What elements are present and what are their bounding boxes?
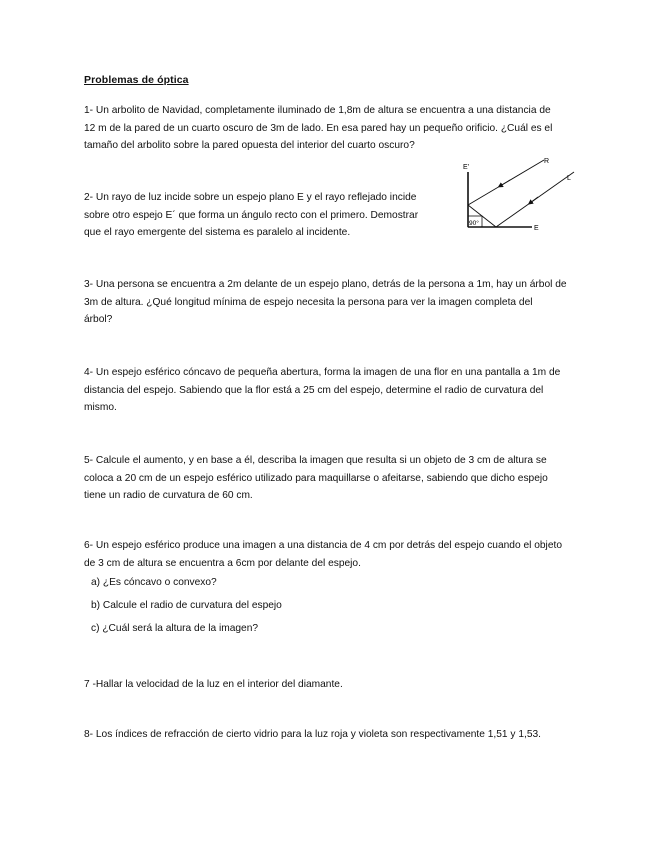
problem-4 xyxy=(84,364,594,417)
problem-1 xyxy=(84,102,594,155)
problem-1-line-3: tamaño del arbolito sobre la pared opuesta del interior del cuarto oscuro? xyxy=(84,140,415,151)
problem-5 xyxy=(84,452,594,505)
problem-2 xyxy=(84,189,454,242)
problem-4-line-3: mismo. xyxy=(84,402,117,413)
label-e-prime: E' xyxy=(463,164,470,171)
problem-5-line-3: tiene un radio de curvatura de 60 cm. xyxy=(84,490,253,501)
problem-3-line-3: árbol? xyxy=(84,314,113,325)
problem-7 xyxy=(84,676,594,694)
mirror-diagram xyxy=(462,150,592,240)
angle-label: 90° xyxy=(469,220,479,227)
problem-1-line-2: 12 m de la pared de un cuarto oscuro de 3m de lado. En esa pared hay un pequeño orificio. ¿Cuál es el xyxy=(84,122,553,134)
problem-6-subitem-a: a) ¿Es cóncavo o convexo? xyxy=(91,577,217,588)
problem-5-line-2: coloca a 20 cm de un espejo esférico utilizado para maquillarse o afeitarse, sabiendo que dicho espejo xyxy=(84,472,548,484)
problem-4-line-2: distancia del espejo. Sabiendo que la flor está a 25 cm del espejo, determine el radio de curvatura del xyxy=(84,384,544,396)
problem-8-line-1: 8- Los índices de refracción de cierto vidrio para la luz roja y violeta son respectivamente 1,51 y 1,53. xyxy=(84,729,541,740)
document-title: Problemas de óptica xyxy=(84,74,189,86)
label-e: E xyxy=(534,225,539,232)
problem-3 xyxy=(84,276,594,329)
emergent-ray-arrow xyxy=(500,180,510,186)
problem-6-subitem-c: c) ¿Cuál será la altura de la imagen? xyxy=(91,623,259,634)
problem-2-line-2: sobre otro espejo E´ que forma un ángulo recto con el primero. Demostrar xyxy=(84,209,419,221)
label-l: L xyxy=(567,175,571,182)
problem-8 xyxy=(84,726,594,744)
problem-2-line-3: que el rayo emergente del sistema es paralelo al incidente. xyxy=(84,227,351,238)
problem-3-line-2: 3m de altura. ¿Qué longitud mínima de espejo necesita la persona para ver la imagen completa del xyxy=(84,296,533,308)
problem-7-line-1: 7 -Hallar la velocidad de la luz en el interior del diamante. xyxy=(84,679,343,690)
problem-6-line-1: 6- Un espejo esférico produce una imagen a una distancia de 4 cm por detrás del espejo cuando el objeto xyxy=(84,540,562,551)
label-r: R xyxy=(544,158,550,165)
problem-3-line-1: 3- Una persona se encuentra a 2m delante de un espejo plano, detrás de la persona a 1m, hay un árbol de xyxy=(84,279,567,290)
problem-5-line-1: 5- Calcule el aumento, y en base a él, describa la imagen que resulta si un objeto de 3 cm de altura se xyxy=(84,455,547,466)
incident-ray-arrow xyxy=(530,197,538,203)
problem-6-subitem-b: b) Calcule el radio de curvatura del espejo xyxy=(91,600,282,611)
problem-1-line-1: 1- Un arbolito de Navidad, completamente iluminado de 1,8m de altura se encuentra a una distancia de xyxy=(84,105,551,116)
problem-4-line-1: 4- Un espejo esférico cóncavo de pequeña abertura, forma la imagen de una flor en una pantalla a 1m de xyxy=(84,367,561,378)
problem-2-line-1: 2- Un rayo de luz incide sobre un espejo plano E y el rayo reflejado incide xyxy=(84,192,417,203)
problem-6 xyxy=(84,537,594,572)
problem-6-line-2: de 3 cm de altura se encuentra a 6cm por delante del espejo. xyxy=(84,557,361,569)
